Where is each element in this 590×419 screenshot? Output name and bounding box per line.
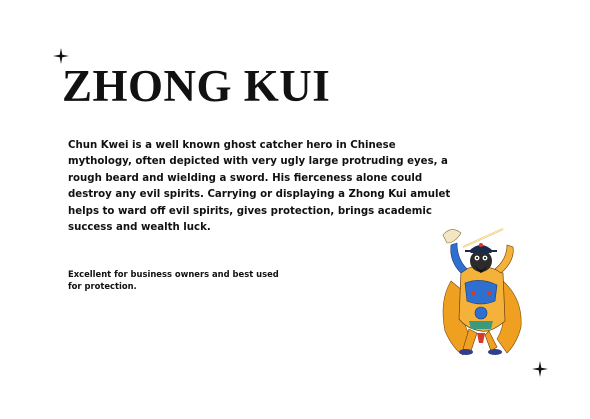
page-title: ZHONG KUI [62,61,331,111]
usage-note: Excellent for business owners and best used for protection. [68,269,279,292]
sparkle-bottom-icon [532,361,548,377]
zhong-kui-illustration [433,221,531,361]
description-text: Chun Kwei is a well known ghost catcher hero in Chinese mythology, often depicted with very ugly large protruding eyes, a rough beard and wielding a sword. His fierceness alone could destroy any evil spirits. Carrying or displaying a Zhong Kui amulet helps to ward off evil spirits, gives protection, brings academic success and wealth luck. [68,140,451,234]
